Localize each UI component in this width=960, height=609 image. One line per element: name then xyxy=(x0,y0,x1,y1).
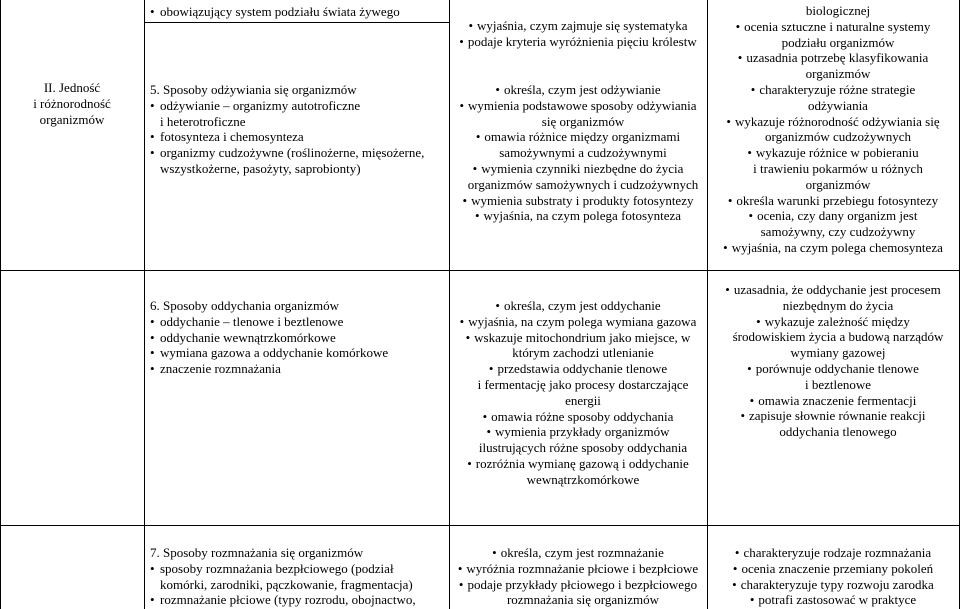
list-item: • sposoby rozmnażania bezpłciowego (podział xyxy=(150,561,446,577)
list-item: • oddychanie wewnątrzkomórkowe xyxy=(150,330,446,346)
list-item: którym zachodzi utlenianie xyxy=(512,345,654,361)
topic-heading: 5. Sposoby odżywiania się organizmów xyxy=(150,82,357,97)
list-item: ilustrujących różne sposoby oddychania xyxy=(478,440,688,456)
content-cell-r1c4 xyxy=(710,82,956,256)
list-item: • wymienia substraty i produkty fotosyntezy xyxy=(452,193,704,209)
list-item: • rozmnażanie płciowe (typy rozrodu, obojnactwo, xyxy=(150,592,446,608)
list-item: wewnątrzkomórkowe xyxy=(526,471,640,487)
list-item: • wyjaśnia, na czym polega wymiana gazowa xyxy=(452,314,704,330)
list-item: • ocenia sztuczne i naturalne systemy xyxy=(710,19,956,35)
list-item: • wymiana gazowa a oddychanie komórkowe xyxy=(150,345,446,361)
list-item: • porównuje oddychanie tlenowe xyxy=(710,361,956,377)
content-cell-r1c3 xyxy=(452,82,704,224)
content-cell-r3c3 xyxy=(452,545,704,608)
content-cell-r1c4-top xyxy=(710,3,956,82)
list-item: organizmów xyxy=(805,66,871,82)
grid-line-left xyxy=(0,0,1,609)
list-item: • określa warunki przebiegu fotosyntezy xyxy=(710,193,956,209)
list-item: • ocenia znaczenie przemiany pokoleń xyxy=(710,561,956,577)
list-item: • przedstawia oddychanie tlenowe xyxy=(452,361,704,377)
grid-line-row2-bottom xyxy=(0,525,960,526)
list-item: • wykazuje różnice w pobieraniu xyxy=(710,145,956,161)
grid-line-col1 xyxy=(144,0,145,609)
list-item: rozmnażania się organizmów xyxy=(506,592,660,608)
list-item: organizmów cudzożywnych xyxy=(765,129,911,145)
list-item: • ocenia, czy dany organizm jest xyxy=(710,208,956,224)
list-item: i beztlenowe xyxy=(804,376,872,392)
content-cell-r2c4 xyxy=(710,282,956,440)
list-item: • oddychanie – tlenowe i beztlenowe xyxy=(150,314,446,330)
list-item: organizmów samożywnych i cudzożywnych xyxy=(467,176,699,192)
list-item: oddychania tlenowego xyxy=(779,424,897,440)
section-title-line: II. Jedność xyxy=(43,80,101,95)
content-cell-r2c3 xyxy=(452,298,704,488)
list-item: i fermentację jako procesy dostarczające xyxy=(477,376,689,392)
list-item: • charakteryzuje typy rozwoju zarodka xyxy=(710,577,956,593)
list-item: • uzasadnia, że oddychanie jest procesem xyxy=(710,282,956,298)
list-item: • wyjaśnia, na czym polega fotosynteza xyxy=(452,208,704,224)
list-item: • odżywianie – organizmy autotroficzne xyxy=(150,98,446,114)
list-item: energii xyxy=(565,392,601,408)
list-item: • wykazuje zależność między xyxy=(710,314,956,330)
list-item: • wyjaśnia, na czym polega chemosynteza xyxy=(710,240,956,256)
list-item: • podaje przykłady płciowego i bezpłciowego xyxy=(452,577,704,593)
list-item: • określa, czym jest odżywianie xyxy=(452,82,704,98)
section-title-line: organizmów xyxy=(39,111,105,127)
list-item: • wykazuje różnorodność odżywiania się xyxy=(710,114,956,130)
topic-heading: 6. Sposoby oddychania organizmów xyxy=(150,298,339,313)
list-item: • wyróżnia rozmnażanie płciowe i bezpłciowe xyxy=(452,561,704,577)
content-cell-r3c4 xyxy=(710,545,956,608)
content-cell-r3c2 xyxy=(150,545,446,608)
list-item: • omawia różnice między organizmami xyxy=(452,129,704,145)
list-item: • wymienia przykłady organizmów xyxy=(452,424,704,440)
list-item: samożywny, czy cudzożywny xyxy=(760,224,916,240)
list-item: • rozróżnia wymianę gazową i oddychanie xyxy=(452,456,704,472)
list-item: • podaje kryteria wyróżnienia pięciu królestw xyxy=(452,34,704,50)
list-item: • fotosynteza i chemosynteza xyxy=(150,129,446,145)
content-cell-r2c2 xyxy=(150,298,446,377)
list-item: • wskazuje mitochondrium jako miejsce, w xyxy=(452,330,704,346)
list-item: • znaczenie rozmnażania xyxy=(150,361,446,377)
section-title-cell xyxy=(4,80,140,127)
list-item: • wyjaśnia, czym zajmuje się systematyka xyxy=(452,18,704,34)
grid-line-col3 xyxy=(707,0,708,609)
list-item: komórki, zarodniki, pączkowanie, fragmentacja) xyxy=(160,576,413,592)
list-item: • zapisuje słownie równanie reakcji xyxy=(710,408,956,424)
list-item: • wymienia podstawowe sposoby odżywiania xyxy=(452,98,704,114)
list-item: i heterotroficzne xyxy=(160,113,246,129)
list-item: niezbędnym do życia xyxy=(782,297,894,313)
list-item: • wymienia czynniki niezbędne do życia xyxy=(452,161,704,177)
list-item: • charakteryzuje rodzaje rozmnażania xyxy=(710,545,956,561)
list-item: odżywiania xyxy=(808,97,868,113)
list-item: wszystkożerne, pasożyty, saprobionty) xyxy=(160,160,361,176)
grid-line-row1-bottom xyxy=(0,270,960,271)
list-item: • organizmy cudzożywne (roślinożerne, mięsożerne, xyxy=(150,145,446,161)
list-item: • charakteryzuje różne strategie xyxy=(710,82,956,98)
grid-line-col2 xyxy=(449,0,450,609)
list-item: biologicznej xyxy=(805,3,871,18)
list-item: • określa, czym jest oddychanie xyxy=(452,298,704,314)
list-item: wymiany gazowej xyxy=(790,345,886,361)
grid-line-row1-mid xyxy=(144,22,449,23)
content-cell-r1c3-top xyxy=(452,18,704,50)
list-item: samożywnymi a cudzożywnymi xyxy=(499,145,667,161)
list-item: i trawieniu pokarmów u różnych xyxy=(753,160,923,176)
list-item: się organizmów xyxy=(541,113,625,129)
list-item: • określa, czym jest rozmnażanie xyxy=(452,545,704,561)
content-cell-r1c2-top xyxy=(150,4,446,20)
list-item: • omawia znaczenie fermentacji xyxy=(710,393,956,409)
list-item: • uzasadnia potrzebę klasyfikowania xyxy=(710,50,956,66)
list-item: podziału organizmów xyxy=(781,34,895,50)
topic-heading: 7. Sposoby rozmnażania się organizmów xyxy=(150,545,364,560)
list-item: środowiskiem życia a budową narządów xyxy=(732,329,944,345)
list-item: • potrafi zastosować w praktyce xyxy=(710,592,956,608)
list-item: • obowiązujący system podziału świata żywego xyxy=(150,4,446,20)
section-title-line: i różnorodność xyxy=(33,95,111,111)
list-item: • omawia różne sposoby oddychania xyxy=(452,409,704,425)
content-cell-r1c2 xyxy=(150,82,446,177)
list-item: organizmów xyxy=(805,176,871,192)
